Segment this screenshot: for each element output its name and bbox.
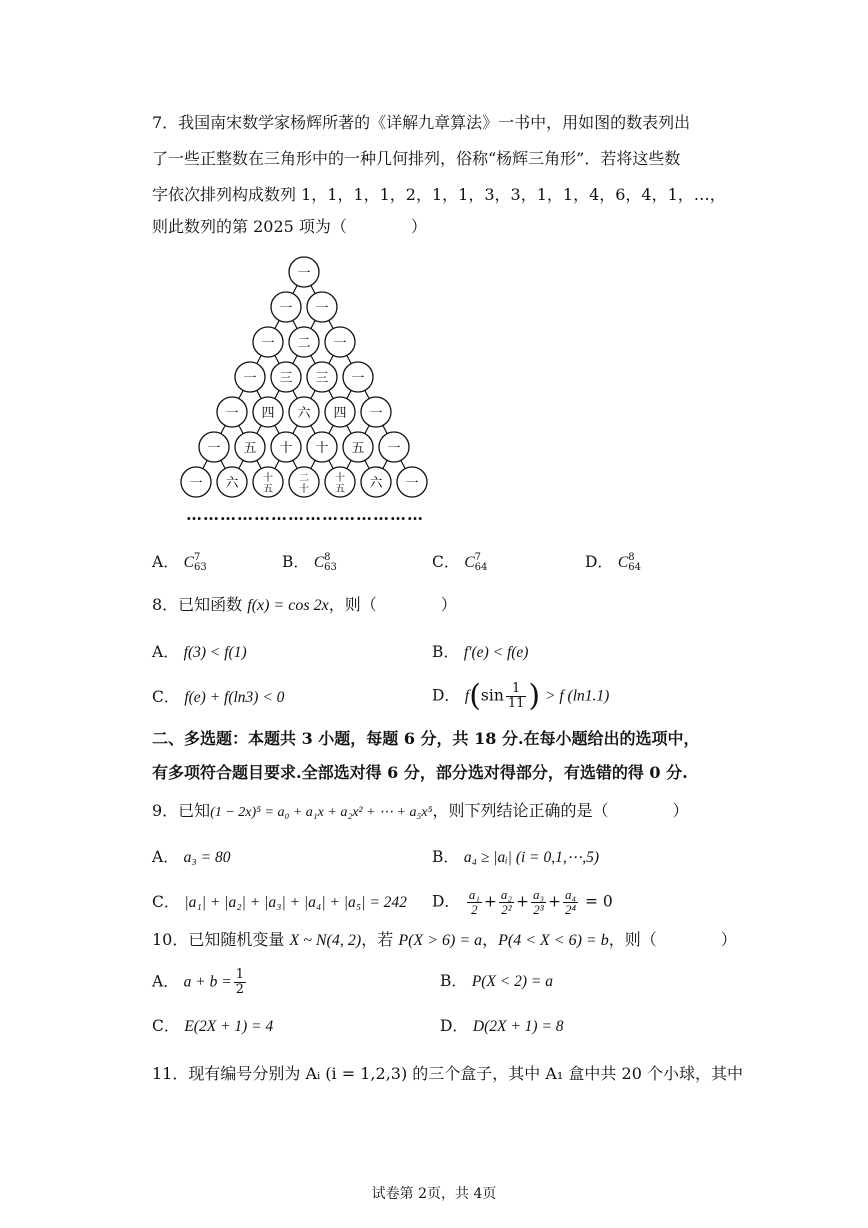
triangle-node-label: 六 xyxy=(369,476,383,491)
triangle-node-label: 三 xyxy=(315,371,329,386)
q7-option-c[interactable]: C． C 7 64 xyxy=(432,552,488,573)
q9-option-a[interactable]: A． a₃ = 80 xyxy=(152,848,231,866)
triangle-node-label: 十 xyxy=(335,473,345,484)
triangle-node-label: 十 xyxy=(315,441,329,456)
triangle-node-label: 十 xyxy=(299,484,309,495)
triangle-node-label: 一 xyxy=(405,476,419,491)
triangle-node-label: 一 xyxy=(297,266,311,281)
triangle-node-label: 一 xyxy=(315,301,329,316)
triangle-node-label: 十 xyxy=(263,473,273,484)
triangle-node-label: 一 xyxy=(279,301,293,316)
q10-option-b[interactable]: B． P(X < 2) = a xyxy=(440,972,554,990)
triangle-node-label: 一 xyxy=(387,441,401,456)
triangle-node-label: 一 xyxy=(225,406,239,421)
triangle-ellipsis: …………………………………… xyxy=(186,505,424,524)
q7-line-3: 字依次排列构成数列 1，1，1，1，2，1，1，3，3，1，1，4，6，4，1，…， xyxy=(152,185,726,204)
q7-option-a[interactable]: A． C 7 63 xyxy=(152,552,207,573)
triangle-node-label: 二 xyxy=(297,336,311,351)
q10-option-c[interactable]: C． E(2X + 1) = 4 xyxy=(152,1017,274,1035)
triangle-node-label: 一 xyxy=(369,406,383,421)
q10-stem: 10．已知随机变量 X ~ N(4, 2)，若 P(X > 6) = a，P(4 < X < 6) = b，则（ ） xyxy=(152,930,737,949)
triangle-node-label: 四 xyxy=(333,406,347,421)
triangle-node-label: 五 xyxy=(263,484,273,495)
q10-option-a[interactable]: A． a + b = $\frac{1}{2}$ xyxy=(152,967,244,997)
triangle-node-label: 二 xyxy=(299,473,309,484)
triangle-node-label: 六 xyxy=(297,406,311,421)
triangle-node-label: 一 xyxy=(243,371,257,386)
page-footer: 试卷第 2页，共 4页 xyxy=(371,1186,497,1202)
q8-option-b[interactable]: B． f′(e) < f(e) xyxy=(432,643,529,661)
q9-option-c[interactable]: C． |a₁| + |a₂| + |a₃| + |a₄| + |a₅| = 242 xyxy=(152,893,407,911)
triangle-node-label: 一 xyxy=(207,441,221,456)
triangle-node-label: 一 xyxy=(261,336,275,351)
q7-option-b[interactable]: B． C 8 63 xyxy=(282,552,337,573)
q9-stem: 9．已知(1 − 2x)⁵ = a₀ + a₁x + a₂x² + ⋯ + a₅x⁵，则下列结论正确的是（ ） xyxy=(152,801,689,820)
q8-stem: 8．已知函数 f(x) = cos 2x，则（ ） xyxy=(152,595,457,614)
section-2-heading-line-1: 二、多选题：本题共 3 小题，每题 6 分，共 18 分.在每小题给出的选项中， xyxy=(152,729,700,748)
yanghui-triangle-figure xyxy=(170,255,440,505)
triangle-node-label: 一 xyxy=(351,371,365,386)
q7-line-4: 则此数列的第 2025 项为（ ） xyxy=(152,217,427,236)
q10-option-d[interactable]: D． D(2X + 1) = 8 xyxy=(440,1017,564,1035)
triangle-node-label: 十 xyxy=(279,441,293,456)
q7-line-1: 7．我国南宋数学家杨辉所著的《详解九章算法》一书中，用如图的数表列出 xyxy=(152,113,691,132)
triangle-node-label: 一 xyxy=(189,476,203,491)
q9-option-d[interactable]: D． $\frac{\text{a₁}}{2}$ + $\frac{\text{a₂}}{\text{2²}}$ + $\frac{\text{a₃}}{\text{2³}}$ + $\frac{\text{a₄}}{\text{2⁴}}$ = 0 xyxy=(432,887,613,917)
triangle-node-label: 五 xyxy=(243,441,257,456)
q8-option-a[interactable]: A． f(3) < f(1) xyxy=(152,643,247,661)
triangle-node-label: 六 xyxy=(225,476,239,491)
q9-option-b[interactable]: B． a₄ ≥ |aᵢ| (i = 0,1,⋯,5) xyxy=(432,848,600,866)
q7-option-d[interactable]: D． C 8 64 xyxy=(585,552,641,573)
triangle-node-label: 一 xyxy=(333,336,347,351)
q11-line-1: 11．现有编号分别为 Aᵢ (i = 1,2,3) 的三个盒子，其中 A₁ 盒中共 20 个小球，其中 xyxy=(152,1064,743,1083)
q8-option-c[interactable]: C． f(e) + f(ln3) < 0 xyxy=(152,688,285,706)
q8-option-d[interactable]: D． f(sin $\frac{1}{11}$ ) > f (ln1.1) xyxy=(432,678,610,714)
triangle-node-label: 五 xyxy=(335,484,345,495)
triangle-node-label: 五 xyxy=(351,441,365,456)
section-2-heading-line-2: 有多项符合题目要求.全部选对得 6 分，部分选对得部分，有选错的得 0 分. xyxy=(152,763,688,782)
triangle-node-label: 四 xyxy=(261,406,275,421)
triangle-node-label: 三 xyxy=(279,371,293,386)
q7-line-2: 了一些正整数在三角形中的一种几何排列，俗称“杨辉三角形”．若将这些数 xyxy=(152,149,681,168)
